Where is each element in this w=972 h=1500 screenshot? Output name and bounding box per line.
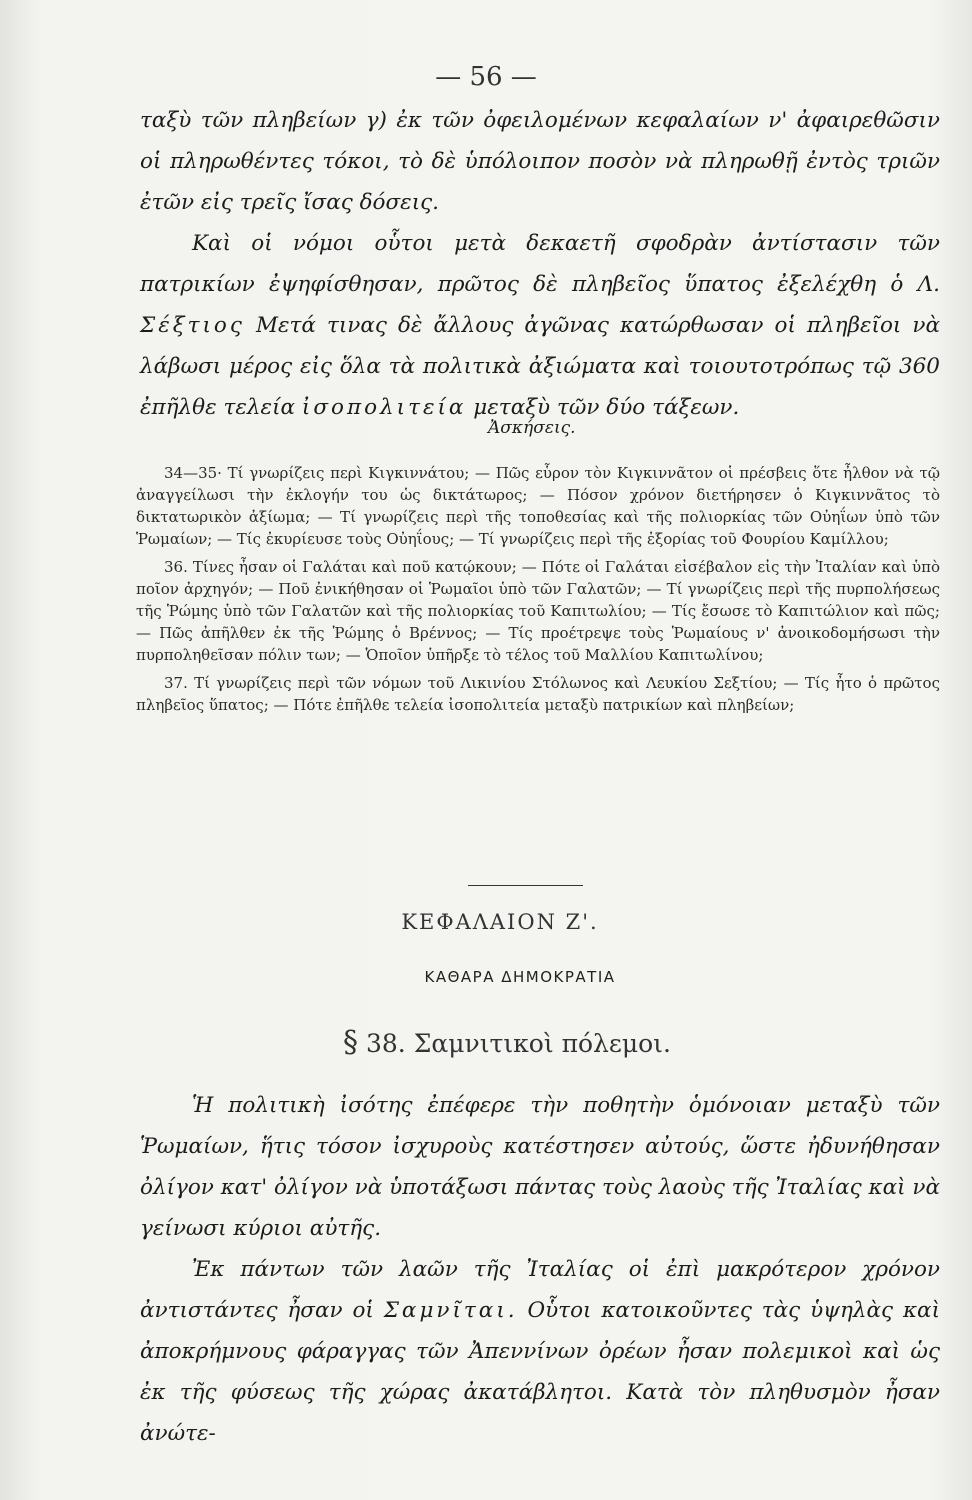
section-title: 38. Σαμνιτικοὶ πόλεμοι. — [366, 1029, 671, 1058]
intro-paragraph-2-part-a: Καὶ οἱ νόμοι οὗτοι μετὰ δεκαετῆ σφοδρὰν ἀντίστασιν τῶν πατρικίων ἐψηφίσθησαν, πρῶτος δὲ πληβεῖος ὕπατος ἐξελέχθη ὁ Λ. — [140, 231, 940, 297]
main-paragraph-2-part-b: Οὗτοι κατοικοῦντες τὰς ὑψηλὰς καὶ ἀποκρήμνους φάραγγας τῶν Ἀπεννίνων ὀρέων ἦσαν πολεμικοὶ καὶ ὡς ἐκ τῆς φύσεως τῆς χώρας ἀκατάβλητοι. Κατὰ τὸν πληθυσμὸν ἦσαν ἀνώτε- — [140, 1298, 941, 1446]
exercises-title: Ἀσκήσεις. — [488, 418, 576, 438]
exercise-36: 36. Τίνες ἦσαν οἱ Γαλάται καὶ ποῦ κατῴκουν; — Πότε οἱ Γαλάται εἰσέβαλον εἰς τὴν Ἰταλίαν καὶ ὑπὸ ποῖον ἀρχηγόν; — Ποῦ ἐνικήθησαν οἱ Ῥωμαῖοι ὑπὸ τῶν Γαλατῶν; — Τί γνωρίζεις περὶ τῆς πυρπολήσεως τῆς Ῥώμης ὑπὸ τῶν Γαλατῶν καὶ τῆς πολιορκίας τοῦ Καπιτωλίου; — Τίς ἔσωσε τὸ Καπιτώλιον καὶ πῶς; — Πῶς ἀπῆλθεν ἐκ τῆς Ῥώμης ὁ Βρέννος; — Τίς προέτρεψε τοὺς Ῥωμαίους ν' ἀνοικοδομήσωσι τὴν πυρποληθεῖσαν πόλιν των; — Ὁποῖον ὑπῆρξε τὸ τέλος τοῦ Μαλλίου Καπιτωλίνου; — [136, 558, 940, 664]
main-text — [140, 1085, 940, 1454]
section-divider — [468, 885, 583, 886]
page-number: — 56 — — [435, 62, 537, 92]
main-paragraph-2-part-a: Ἐκ πάντων τῶν λαῶν τῆς Ἰταλίας οἱ ἐπὶ μακρότερον χρόνον ἀντιστάντες ἦσαν οἱ — [140, 1257, 940, 1323]
main-paragraph-2 — [140, 1249, 940, 1454]
exercise-34-35: 34—35· Τί γνωρίζεις περὶ Κιγκιννάτου; — Πῶς εὗρον τὸν Κιγκιννᾶτον οἱ πρέσβεις ὅτε ἦλθον νὰ τῷ ἀναγγείλωσι τὴν ἐκλογήν του ὡς δικτάτωρος; — Πόσον χρόνον διετήρησεν ὁ Κιγκιννᾶτος τὸ δικτατωρικὸν ἀξίωμα; — Τί γνωρίζεις περὶ τῆς τοποθεσίας καὶ τῆς πολιορκίας τῶν Οὐηΐων ὑπὸ τῶν Ῥωμαίων; — Τίς ἐκυρίευσε τοὺς Οὐηΐους; — Τί γνωρίζεις περὶ τῆς ἐξορίας τοῦ Φουρίου Καμίλλου; — [136, 464, 940, 548]
name-samnites: Σαμνῖται. — [383, 1298, 518, 1323]
exercises-block — [136, 462, 940, 722]
section-heading — [343, 1025, 671, 1060]
chapter-subtitle: ΚΑΘΑΡΑ ΔΗΜΟΚΡΑΤΙΑ — [424, 968, 616, 986]
exercise-37: 37. Τί γνωρίζεις περὶ τῶν νόμων τοῦ Λικινίου Στόλωνος καὶ Λευκίου Σεξτίου; — Τίς ἦτο ὁ πρῶτος πληβεῖος ὕπατος; — Πότε ἐπῆλθε τελεία ἰσοπολιτεία μεταξὺ πατρικίων καὶ πληβείων; — [136, 674, 940, 714]
section-sign: § — [343, 1025, 358, 1060]
main-paragraph-1: Ἡ πολιτικὴ ἰσότης ἐπέφερε τὴν ποθητὴν ὁμόνοιαν μεταξὺ τῶν Ῥωμαίων, ἥτις τόσον ἰσχυροὺς κατέστησεν αὐτούς, ὥστε ἠδυνήθησαν ὀλίγον κατ' ὀλίγον νὰ ὑποτάξωσι πάντας τοὺς λαοὺς τῆς Ἰταλίας καὶ νὰ γείνωσι κύριοι αὐτῆς. — [140, 1093, 940, 1241]
intro-paragraph-2-part-b: Μετά τινας δὲ ἄλλους ἀγῶνας κατώρθωσαν οἱ πληβεῖοι νὰ λάβωσι μέρος εἰς ὅλα τὰ πολιτικὰ ἀξιώματα καὶ τοιουτοτρόπως τῷ 360 ἐπῆλθε τελεία — [140, 313, 940, 420]
intro-paragraph-2 — [140, 223, 940, 428]
term-isopoliteia: ἰσοπολιτεία — [301, 395, 467, 420]
chapter-heading: ΚΕΦΑΛΑΙΟΝ Ζ'. — [401, 910, 599, 934]
intro-text — [140, 100, 940, 428]
intro-paragraph-1: ταξὺ τῶν πληβείων γ) ἐκ τῶν ὀφειλομένων κεφαλαίων ν' ἀφαιρεθῶσιν οἱ πληρωθέντες τόκοι, τὸ δὲ ὑπόλοιπον ποσὸν νὰ πληρωθῇ ἐντὸς τριῶν ἐτῶν εἰς τρεῖς ἴσας δόσεις. — [140, 108, 940, 215]
intro-paragraph-2-part-c: μεταξὺ τῶν δύο τάξεων. — [473, 395, 740, 420]
name-sextius: Σέξτιος — [140, 313, 245, 338]
